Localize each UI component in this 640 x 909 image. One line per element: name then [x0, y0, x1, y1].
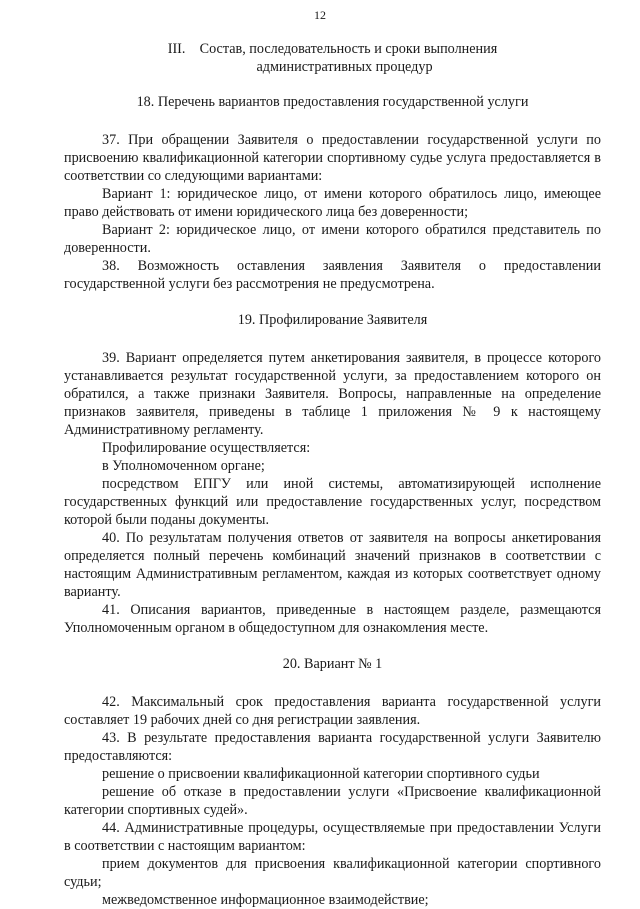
- chapter-title-text: Состав, последовательность и сроки выполнения: [199, 41, 498, 57]
- paragraph-43: 43. В результате предоставления варианта государственной услуги Заявителю предоставляются:: [64, 730, 601, 764]
- section-18-body: [64, 131, 601, 293]
- section-20-body: [64, 693, 601, 909]
- paragraph-profiling-office: в Уполномоченном органе;: [102, 458, 265, 474]
- paragraph-41: 41. Описания вариантов, приведенные в настоящем разделе, размещаются Уполномоченным органом в общедоступном для ознакомления месте.: [64, 602, 601, 636]
- section-heading-18: 18. Перечень вариантов предоставления государственной услуги: [136, 94, 529, 110]
- paragraph-40: 40. По результатам получения ответов от заявителя на вопросы анкетирования определяется полный перечень комбинаций значений признаков в соответствии с настоящим Административным регламентом, каждая из которых соответствует одному варианту.: [64, 530, 601, 600]
- paragraph-37: 37. При обращении Заявителя о предоставлении государственной услуги по присвоению квалификационной категории спортивному судье услуга предоставляется в соответствии со следующими вариантами:: [64, 132, 601, 184]
- paragraph-variant-1: Вариант 1: юридическое лицо, от имени которого обратилось лицо, имеющее право действовать от имени юридического лица без доверенности;: [64, 186, 601, 220]
- page-number: 12: [314, 8, 326, 22]
- paragraph-variant-2: Вариант 2: юридическое лицо, от имени которого обратился представитель по доверенности.: [64, 222, 601, 256]
- paragraph-38: 38. Возможность оставления заявления Заявителя о предоставлении государственной услуги без рассмотрения не предусмотрена.: [64, 258, 601, 292]
- paragraph-procedure-intake: прием документов для присвоения квалификационной категории спортивного судьи;: [64, 856, 601, 890]
- section-heading-19: 19. Профилирование Заявителя: [237, 312, 428, 328]
- paragraph-result-refusal: решение об отказе в предоставлении услуги «Присвоение квалификационной категории спортивных судей».: [64, 784, 601, 818]
- paragraph-39: 39. Вариант определяется путем анкетирования заявителя, в процессе которого устанавливается результат государственной услуги, за предоставлением которого он обратился, а также признаки Заявителя. Вопросы, направленные на определение признаков заявителя, приведены в таблице 1 приложения № 9 к настоящему Административному регламенту.: [64, 350, 601, 438]
- section-19-body: [64, 349, 601, 637]
- paragraph-procedure-interagency: межведомственное информационное взаимодействие;: [102, 892, 429, 908]
- paragraph-profiling-intro: Профилирование осуществляется:: [102, 440, 311, 456]
- paragraph-result-decision: решение о присвоении квалификационной категории спортивного судьи: [102, 766, 540, 782]
- chapter-numeral: III.: [167, 41, 186, 57]
- paragraph-profiling-epgu: посредством ЕПГУ или иной системы, автоматизирующей исполнение государственных функций или предоставление государственных услуг, посредством которой были поданы документы.: [64, 476, 601, 528]
- chapter-title-line-2: административных процедур: [256, 59, 433, 75]
- chapter-title-line-1: [64, 40, 601, 58]
- paragraph-44: 44. Административные процедуры, осуществляемые при предоставлении Услуги в соответствии с настоящим вариантом:: [64, 820, 601, 854]
- paragraph-42: 42. Максимальный срок предоставления варианта государственной услуги составляет 19 рабочих дней со дня регистрации заявления.: [64, 694, 601, 728]
- document-body: [64, 40, 601, 909]
- section-heading-20: 20. Вариант № 1: [282, 656, 383, 672]
- chapter-title: [64, 40, 601, 76]
